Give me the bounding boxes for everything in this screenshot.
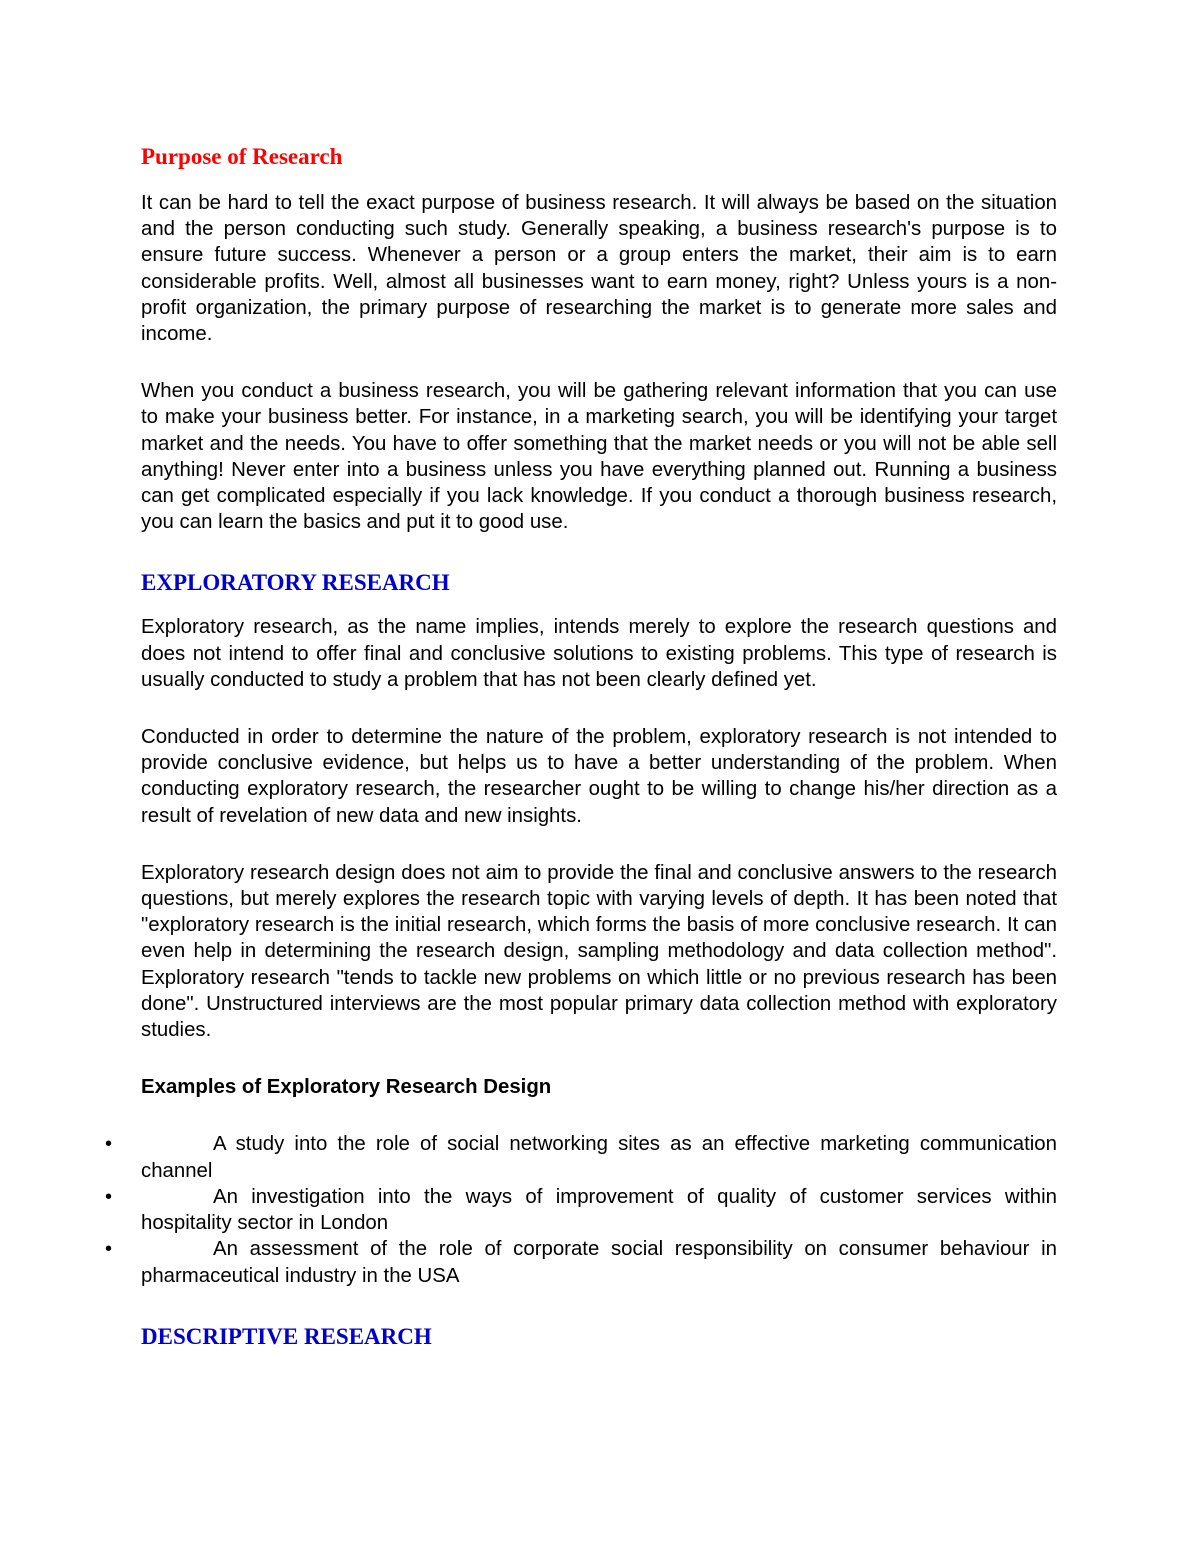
paragraph-exploratory-1: Exploratory research, as the name implies, intends merely to explore the research questions and does not intend to offer final and conclusive solutions to existing problems. This type of research is usually conducted to study a problem that has not been clearly defined yet.: [141, 616, 1057, 691]
list-item: [105, 1131, 1057, 1183]
paragraph-purpose-2: When you conduct a business research, you will be gathering relevant information that you can use to make your business better. For instance, in a marketing search, you will be identifying your target market and the needs. You have to offer something that the market needs or you will not be able sell anything! Never enter into a business unless you have everything planned out. Running a business can get complicated especially if you lack knowledge. If you conduct a thorough business research, you can learn the basics and put it to good use.: [141, 380, 1057, 534]
list-item-text: An assessment of the role of corporate social responsibility on consumer behaviour in pharmaceutical industry in the USA: [141, 1238, 1057, 1287]
heading-exploratory-research: EXPLORATORY RESEARCH: [141, 570, 450, 596]
list-item: [105, 1184, 1057, 1236]
bullet-icon: •: [105, 1133, 113, 1156]
heading-purpose-of-research: Purpose of Research: [141, 144, 343, 169]
heading-descriptive-research: DESCRIPTIVE RESEARCH: [141, 1323, 432, 1349]
paragraph-exploratory-3: Exploratory research design does not aim to provide the final and conclusive answers to the research questions, but merely explores the research topic with varying levels of depth. It has been noted that "exploratory research is the initial research, which forms the basis of more conclusive research. It can even help in determining the research design, sampling methodology and data collection method". Exploratory research "tends to tackle new problems on which little or no previous research has been done". Unstructured interviews are the most popular primary data collection method with exploratory studies.: [141, 861, 1057, 1042]
list-item-text: An investigation into the ways of improvement of quality of customer services within hospitality sector in London: [141, 1185, 1057, 1235]
paragraph-purpose-1: It can be hard to tell the exact purpose of business research. It will always be based on the situation and the person conducting such study. Generally speaking, a business research's purpose is to ensure future success. Whenever a person or a group enters the market, their aim is to earn considerable profits. Well, almost all businesses want to earn money, right? Unless yours is a non-profit organization, the primary purpose of researching the market is to generate more sales and income.: [141, 192, 1057, 346]
list-item-text: A study into the role of social networking sites as an effective marketing communication channel: [141, 1133, 1057, 1182]
paragraph-exploratory-2: Conducted in order to determine the nature of the problem, exploratory research is not intended to provide conclusive evidence, but helps us to have a better understanding of the problem. When conducting exploratory research, the researcher ought to be willing to change his/her direction as a result of revelation of new data and new insights.: [141, 726, 1057, 827]
examples-list: [105, 1131, 1057, 1288]
document-page: [105, 140, 1057, 1368]
list-item: [105, 1236, 1057, 1288]
bullet-icon: •: [105, 1238, 113, 1261]
bullet-icon: •: [105, 1185, 113, 1208]
subheading-examples: Examples of Exploratory Research Design: [141, 1076, 552, 1099]
